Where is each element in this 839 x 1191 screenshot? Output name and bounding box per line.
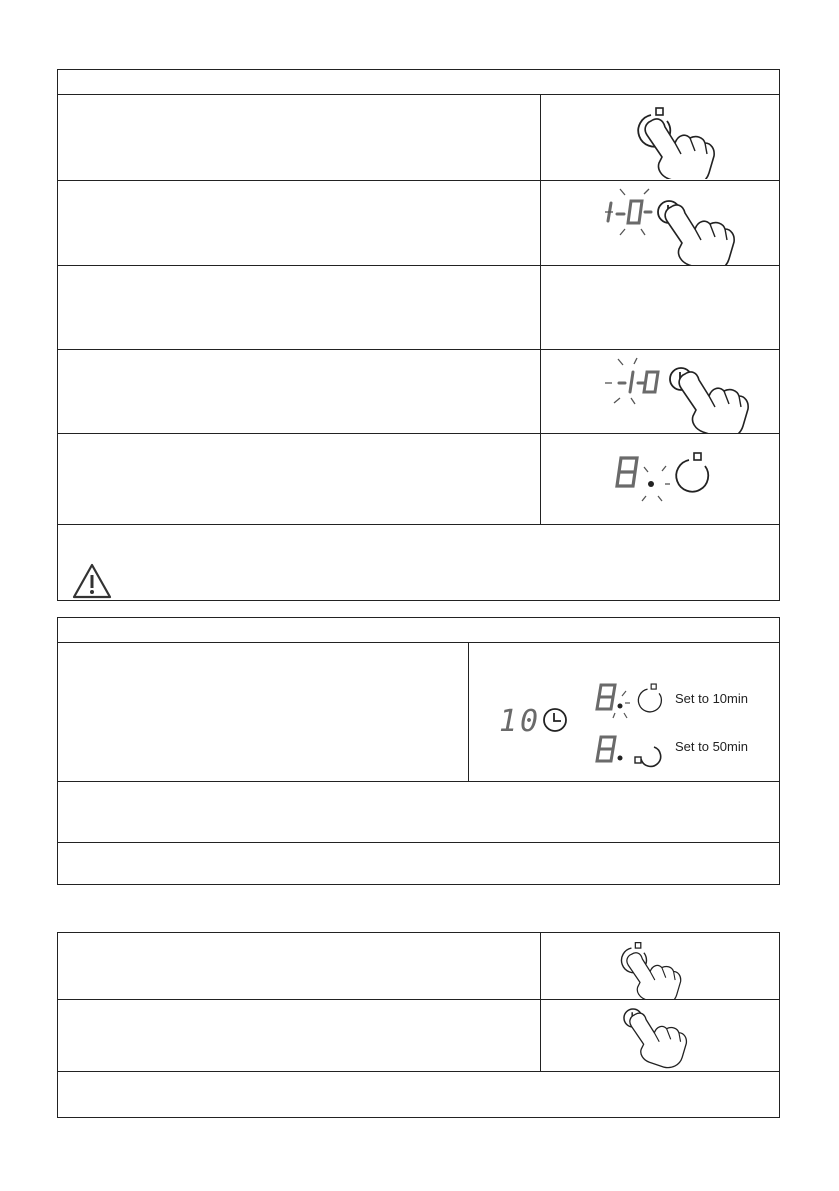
timer-example-panel — [57, 617, 780, 885]
warning-triangle-icon — [72, 563, 112, 603]
display-8-power-icon — [541, 434, 781, 524]
timer-press-blinking-icon — [541, 350, 781, 434]
step-image-cell — [540, 95, 779, 180]
step-row-3 — [58, 265, 779, 349]
timer-press-icon — [541, 1000, 781, 1072]
power-press-icon — [541, 933, 781, 999]
note-row — [58, 524, 779, 601]
power-press-icon — [541, 95, 781, 179]
example-image-cell — [468, 643, 779, 781]
step-image-cell — [540, 933, 779, 999]
step-image-cell — [540, 1000, 779, 1071]
step-row-1 — [58, 933, 779, 999]
step-row-5 — [58, 433, 779, 524]
step-image-cell — [540, 181, 779, 265]
step-row-1 — [58, 94, 779, 180]
timer-setup-panel — [57, 69, 780, 601]
step-row-4 — [58, 349, 779, 433]
panel-header-row — [58, 618, 779, 642]
info-row-1 — [58, 781, 779, 842]
step-image-cell — [540, 350, 779, 433]
timer-display-value: 10 — [499, 704, 542, 739]
step-row-2 — [58, 999, 779, 1071]
option-label-10min: Set to 10min — [675, 691, 748, 706]
step-image-cell — [540, 266, 779, 349]
option-label-50min: Set to 50min — [675, 739, 748, 754]
timer-cancel-panel — [57, 932, 780, 1118]
timer-press-blinking-icon — [541, 181, 781, 265]
panel-header-row — [58, 70, 779, 94]
info-row-2 — [58, 842, 779, 885]
step-row-2 — [58, 180, 779, 265]
note-row — [58, 1071, 779, 1118]
example-row — [58, 642, 779, 781]
timer-example-illustration — [469, 643, 781, 781]
step-image-cell — [540, 434, 779, 524]
